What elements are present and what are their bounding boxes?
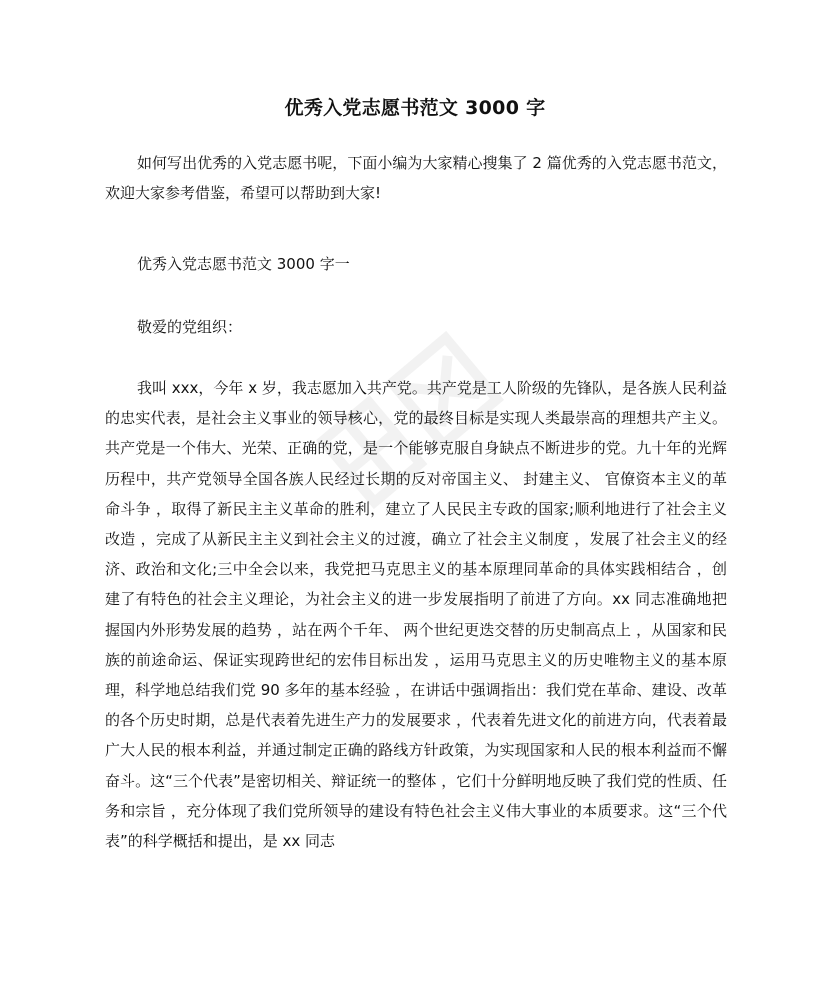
intro-paragraph: 如何写出优秀的入党志愿书呢，下面小编为大家精心搜集了 2 篇优秀的入党志愿书范文，欢迎大家参考借鉴，希望可以帮助到大家! [105,154,727,203]
body-paragraph: 我叫 xxx，今年 x 岁，我志愿加入共产党。共产党是工人阶级的先锋队，是各族人民利益的忠实代表，是社会主义事业的领导核心，党的最终目标是实现人类最崇高的理想共产主义。共产党是一个伟大、光荣、正确的党，是一个能够克服自身缺点不断进步的党。九十年的光辉历程中，共产党领导全国各族人民经过长期的反对帝国主义、 封建主义、 官僚资本主义的革命斗争 ，取得了新民主主义革命的胜利，建立了人民民主专政的国家;顺利地进行了社会主义改造 ，完成了从新民主主义到社会主义的过渡，确立了社会主义制度 ，发展了社会主义的经济、政治和文化;三中全会以来，我党把马克思主义的基本原理同革命的具体实践相结合 ，创建了有特色的社会主义理论，为社会主义的进一步发展指明了前进了方向。xx 同志准确地把握国内外形势发展的趋势 ，站在两个千年、 两个世纪更迭交替的历史制高点上 ，从国家和民族的前途命运、保证实现跨世纪的宏伟目标出发 ，运用马克思主义的历史唯物主义的基本原理，科学地总结我们党 90 多年的基本经验 ，在讲话中强调指出：我们党在革命、建设、改革的各个历史时期，总是代表着先进生产力的发展要求 ，代表着先进文化的前进方向，代表着最广大人民的根本利益，并通过制定正确的路线方针政策，为实现国家和人民的根本利益而不懈奋斗。这“三个代表”是密切相关、辩证统一的整体 ，它们十分鲜明地反映了我们党的性质、任务和宗旨 ，充分体现了我们党所领导的建设有特色社会主义伟大事业的本质要求。这“三个代表”的科学概括和提出，是 xx 同志 [105,379,727,851]
salutation: 敬爱的党组织： [137,318,243,336]
document-title: 优秀入党志愿书范文 3000 字 [284,96,546,119]
essay-subtitle: 优秀入党志愿书范文 3000 字一 [137,255,350,273]
